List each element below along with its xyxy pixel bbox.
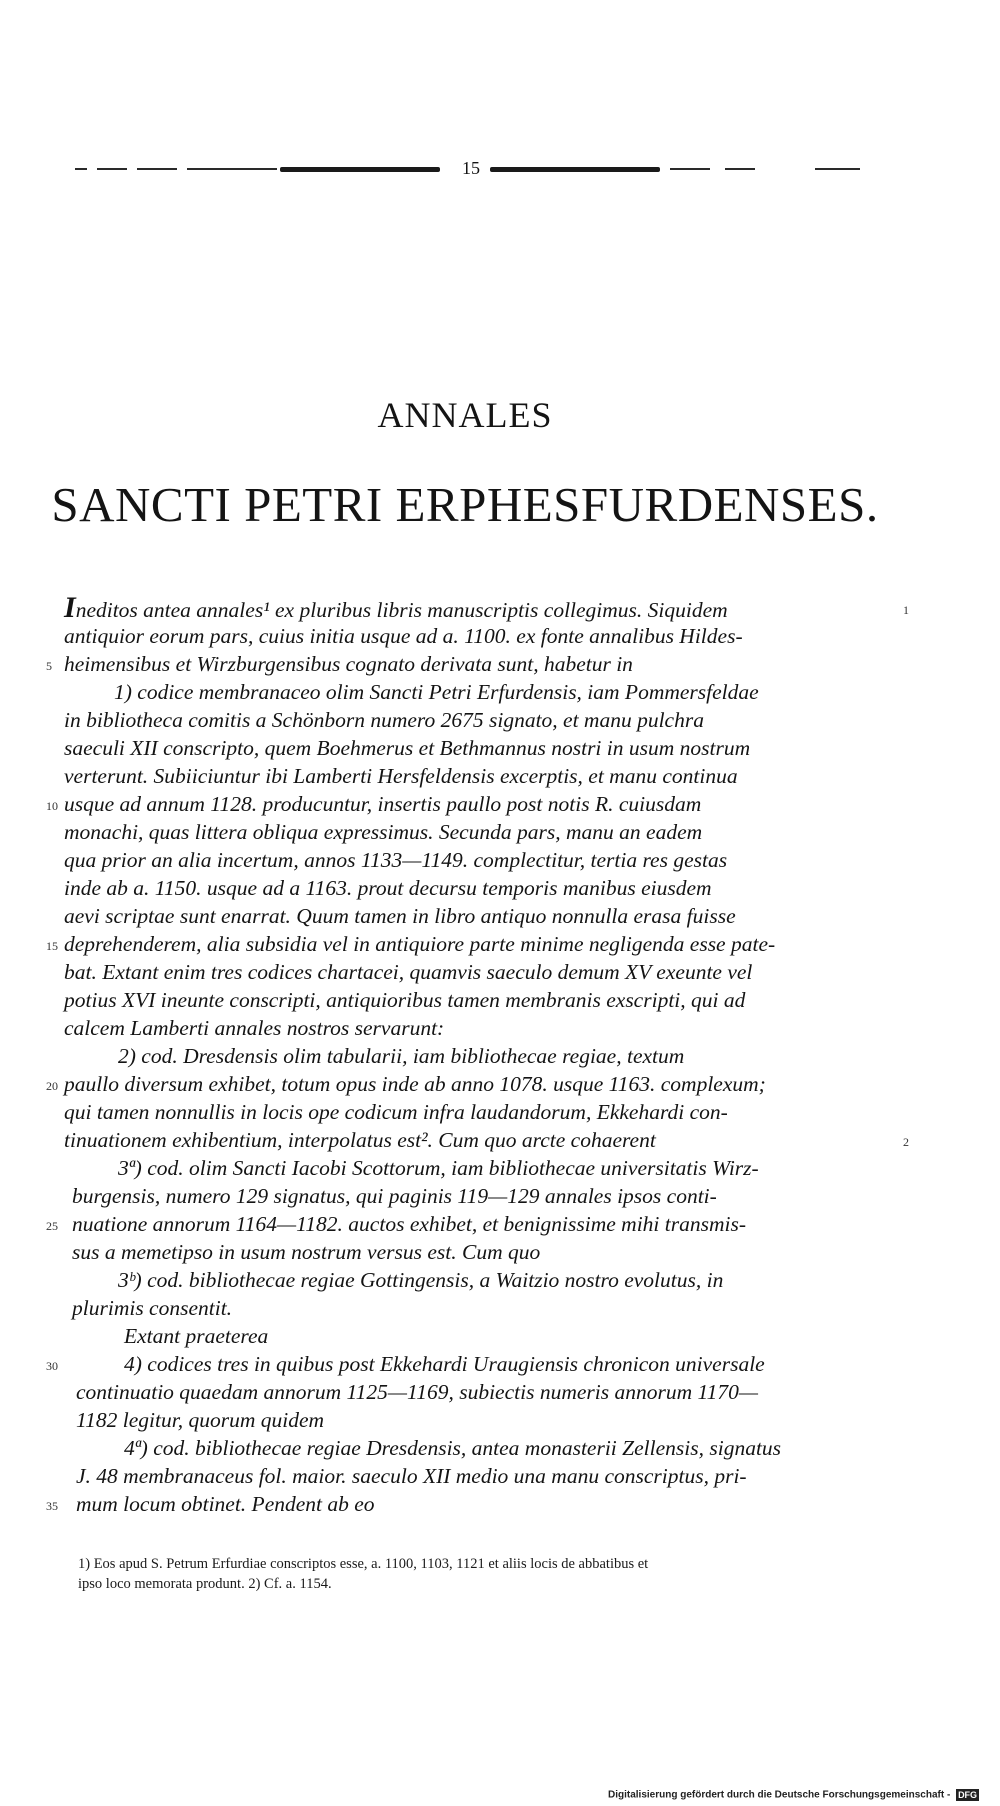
line-text-content: neditos antea annales¹ ex pluribus libris manuscriptis collegimus. Siquidem <box>75 598 728 622</box>
line-text: 1182 legitur, quorum quidem <box>76 1408 325 1432</box>
text-line <box>0 1014 1000 1042</box>
text-line <box>0 790 1000 818</box>
line-text: verterunt. Subiiciuntur ibi Lamberti Hersfeldensis excerptis, et manu continua <box>64 764 738 788</box>
text-line <box>0 958 1000 986</box>
dfg-logo: DFG <box>958 1790 978 1800</box>
text-line <box>0 1266 1000 1294</box>
line-text: plurimis consentit. <box>72 1296 233 1320</box>
line-text <box>64 591 728 624</box>
text-line <box>0 1238 1000 1266</box>
text-line <box>0 1378 1000 1406</box>
line-text: qui tamen nonnullis in locis ope codicum infra laudandorum, Ekkehardi con- <box>64 1100 728 1124</box>
text-line <box>0 818 1000 846</box>
header-rule-thick-right <box>490 167 660 172</box>
header-rule-dash <box>187 168 277 170</box>
text-line <box>0 650 1000 678</box>
line-text: antiquior eorum pars, cuius initia usque ad a. 1100. ex fonte annalibus Hildes- <box>64 624 743 648</box>
line-number: 10 <box>46 799 58 813</box>
header-rule-thick-left <box>280 167 440 172</box>
digitization-credit <box>608 1789 979 1805</box>
text-line <box>0 1154 1000 1182</box>
line-text: heimensibus et Wirzburgensibus cognato derivata sunt, habetur in <box>64 652 633 676</box>
drop-cap: I <box>64 591 76 624</box>
text-line <box>0 1350 1000 1378</box>
footnote-line: 1) Eos apud S. Petrum Erfurdiae conscriptos esse, a. 1100, 1103, 1121 et aliis locis de abbatibus et <box>78 1556 649 1572</box>
line-text: usque ad annum 1128. producuntur, insertis paullo post notis R. cuiusdam <box>64 792 702 816</box>
line-text: sus a memetipso in usum nostrum versus est. Cum quo <box>72 1240 541 1264</box>
line-number: 1 <box>903 603 909 617</box>
credit-text: Digitalisierung gefördert durch die Deutsche Forschungsgemeinschaft - <box>608 1789 951 1801</box>
text-line <box>0 874 1000 902</box>
title-sancti-petri: SANCTI PETRI ERPHESFURDENSES. <box>51 477 879 532</box>
line-text: bat. Extant enim tres codices chartacei, quamvis saeculo demum XV exeunte vel <box>64 960 753 984</box>
line-number: 35 <box>46 1499 58 1513</box>
text-line <box>0 678 1000 706</box>
line-text: 3ª) cod. olim Sancti Iacobi Scottorum, iam bibliothecae universitatis Wirz- <box>118 1156 759 1180</box>
text-line <box>0 1462 1000 1490</box>
line-number: 25 <box>46 1219 58 1233</box>
text-line <box>0 1070 1000 1098</box>
header-rule-dash <box>75 168 87 170</box>
text-line <box>0 930 1000 958</box>
line-text: burgensis, numero 129 signatus, qui paginis 119—129 annales ipsos conti- <box>72 1184 717 1208</box>
line-text: 3ᵇ) cod. bibliothecae regiae Gottingensis, a Waitzio nostro evolutus, in <box>118 1268 724 1292</box>
text-line <box>0 762 1000 790</box>
text-line <box>0 1490 1000 1518</box>
header-rule-dash <box>97 168 127 170</box>
text-line <box>0 734 1000 762</box>
header-rule-dash <box>725 168 755 170</box>
text-line <box>0 1406 1000 1434</box>
line-text: paullo diversum exhibet, totum opus inde ab anno 1078. usque 1163. complexum; <box>64 1072 766 1096</box>
text-line <box>0 902 1000 930</box>
text-line <box>0 1126 1000 1154</box>
line-text: tinuationem exhibentium, interpolatus est². Cum quo arcte cohaerent <box>64 1128 656 1152</box>
text-line <box>0 706 1000 734</box>
line-text: J. 48 membranaceus fol. maior. saeculo XII medio una manu conscriptus, pri- <box>76 1464 747 1488</box>
text-line <box>0 986 1000 1014</box>
title-annales: ANNALES <box>377 395 553 435</box>
line-text: monachi, quas littera obliqua expressimus. Secunda pars, manu an eadem <box>64 820 703 844</box>
text-line <box>0 1042 1000 1070</box>
text-line <box>0 1322 1000 1350</box>
text-line <box>0 846 1000 874</box>
line-text: potius XVI ineunte conscripti, antiquioribus tamen membranis exscripti, qui ad <box>64 988 746 1012</box>
header-rule-dash <box>137 168 177 170</box>
line-text: deprehenderem, alia subsidia vel in antiquiore parte minime negligenda esse pate- <box>64 932 776 956</box>
line-number: 15 <box>46 939 58 953</box>
line-text: 4) codices tres in quibus post Ekkehardi Uraugiensis chronicon universale <box>124 1352 765 1376</box>
line-text: inde ab a. 1150. usque ad a 1163. prout decursu temporis manibus eiusdem <box>64 876 712 900</box>
line-number: 5 <box>46 659 52 673</box>
line-text: in bibliotheca comitis a Schönborn numero 2675 signato, et manu pulchra <box>64 708 704 732</box>
footnotes <box>78 1554 908 1594</box>
line-text: nuatione annorum 1164—1182. auctos exhibet, et benignissime mihi transmis- <box>72 1212 747 1236</box>
line-text: continuatio quaedam annorum 1125—1169, subiectis numeris annorum 1170— <box>76 1380 759 1404</box>
line-text: qua prior an alia incertum, annos 1133—1149. complectitur, tertia res gestas <box>64 848 728 872</box>
text-line <box>0 1182 1000 1210</box>
footnote-line: ipso loco memorata produnt. 2) Cf. a. 1154. <box>78 1576 332 1592</box>
text-line <box>0 1294 1000 1322</box>
header-rule-dash <box>815 168 860 170</box>
page-header <box>75 158 865 182</box>
line-text: 1) codice membranaceo olim Sancti Petri Erfurdensis, iam Pommersfeldae <box>114 680 759 704</box>
line-number: 20 <box>46 1079 58 1093</box>
line-text: 4ª) cod. bibliothecae regiae Dresdensis, antea monasterii Zellensis, signatus <box>124 1436 782 1460</box>
line-text: Extant praeterea <box>124 1324 269 1348</box>
page-number: 15 <box>462 158 480 178</box>
line-number: 2 <box>903 1135 909 1149</box>
header-rule-dash <box>670 168 710 170</box>
text-line <box>0 622 1000 650</box>
line-text: 2) cod. Dresdensis olim tabularii, iam bibliothecae regiae, textum <box>118 1044 685 1068</box>
line-text: mum locum obtinet. Pendent ab eo <box>76 1492 375 1516</box>
line-text: aevi scriptae sunt enarrat. Quum tamen in libro antiquo nonnulla erasa fuisse <box>64 904 736 928</box>
text-line <box>0 1098 1000 1126</box>
text-line <box>0 1210 1000 1238</box>
text-line <box>0 591 1000 624</box>
text-line <box>0 1434 1000 1462</box>
line-number: 30 <box>46 1359 58 1373</box>
line-text: calcem Lamberti annales nostros servarunt: <box>64 1016 445 1040</box>
line-text: saeculi XII conscripto, quem Boehmerus et Bethmannus nostri in usum nostrum <box>64 736 751 760</box>
